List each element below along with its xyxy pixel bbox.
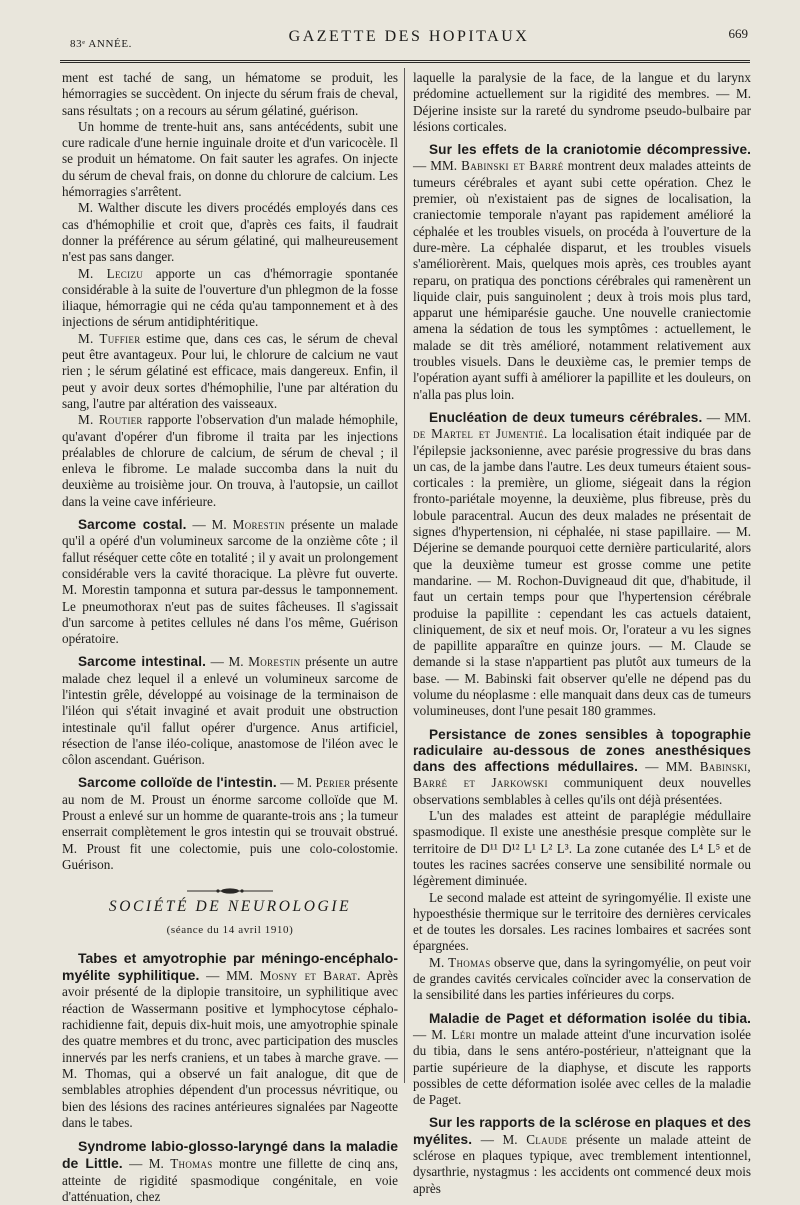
paragraph-text: Un homme de trente-huit ans, sans antécédents, subit une cure radicale d'une hernie inguinale droite et d'un varicocèle. Il se produit un hématome. On fait sauter les agrafes. On injecte du sérum de cheval frais, on donne du chlorure de calcium. Les hémorragies s'arrêtent. xyxy=(62,118,398,200)
article-heading: Persistance de zones sensibles à topographie radiculaire au-dessous de zones anesthésiques dans des affections médullaires. xyxy=(413,726,751,775)
issue-label: 83ᵉ ANNÉE. xyxy=(70,38,132,50)
paragraph-text: présente au nom de M. Proust un énorme sarcome colloïde que M. Proust a enlevé sur un homme de quarante-trois ans ; la tumeur enserrait complètement le gros intestin qui se trouvait obstrué. M. Proust fit une colectomie, puis une colo-colostomie. Guérison. xyxy=(62,775,398,872)
heading-separator: — MM. xyxy=(638,759,700,775)
paragraph-text: . La localisation était indiquée par de l'épilepsie jacksonienne, avec parésie progressive du bras dans un cas, de la jambe dans l'autre. Les deux tumeurs étaient sous-corticales : la première, un gliome, siégeait dans la région fronto-pariétale moyenne, la deuxième, plus fibreuse, près du lobule paracentral. Aucun des deux malades ne présentait de signes d'hypertension, ni céphalée, ni stase papillaire. — M. Déjerine se demande pourquoi cette dernière particularité, alors que la deuxième tumeur est grosse comme une petite mandarine. — M. Rochon-Duvigneaud dit que, d'habitude, il faut un certain temps pour que l'hypertension cérébrale produise la papillite : cependant les cas actuels dataient, cliniquement, de six et neuf mois. Or, l'orateur a vu les signes de papillite apparaître en quinze jours. — M. Claude se demande si la stase n'appartient pas plutôt aux tumeurs de la base. — M. Babinski fait observer qu'elle ne dépend pas du volume du néoplasme : elle manquait dans deux cas de tumeurs volumineuses, dont l'une pesait 180 grammes. xyxy=(413,426,751,719)
paragraph-gap xyxy=(413,1108,751,1115)
left-column xyxy=(62,70,398,1205)
paragraph-text: montrent deux malades atteints de tumeurs cérébrales et ayant subi cette opération. Chez le premier, où n'existaient pas de signes de localisation, la craniectomie temporale n'ayant pas rapidement amélioré la céphalée et les troubles visuels, on procéda à l'ouverture de la dure-mère. La céphalée disparut, et les troubles visuels s'améliorèrent. Mais, quelques mois après, ces troubles ayant reparu, on pratiqua des ponctions cérébrales qui ramenèrent un liquide clair, puis sanguinolent ; deux à trois mois plus tard, apparut une hémiparésie gauche. Une nouvelle craniectomie amena la sédation de tous les symptômes : actuellement, le malade se dit très amélioré, notamment relativement aux troubles visuels. Dans le deuxième cas, le premier temps de l'opération ayant suffi à améliorer la papillite et les douleurs, on n'alla pas plus loin. xyxy=(413,158,751,402)
article-heading: Enucléation de deux tumeurs cérébrales. xyxy=(429,409,703,425)
paragraph-text: laquelle la paralysie de la face, de la langue et du larynx prédomine actuellement sur la rigidité des membres. — M. Déjerine insiste sur la rareté du syndrome pseudo-bulbaire par lésions corticales. xyxy=(413,70,751,134)
author-name: Morestin xyxy=(248,654,301,670)
paragraph-gap xyxy=(62,510,398,517)
right-column xyxy=(413,70,751,1197)
paragraph xyxy=(413,1115,751,1196)
article-heading: Maladie de Paget et déformation isolée du tibia. xyxy=(429,1010,751,1026)
paragraph-gap xyxy=(413,403,751,410)
author-name: Babinski, Barré et Jarkowski xyxy=(413,759,751,791)
paragraph xyxy=(413,410,751,720)
author-name: Mosny et Barat xyxy=(259,968,358,984)
paragraph xyxy=(62,70,398,119)
heading-separator: — MM. xyxy=(413,158,462,174)
author-name: de Martel et Jumentié xyxy=(413,426,544,442)
heading-separator: — M. xyxy=(122,1156,171,1172)
heading-separator: — M. xyxy=(186,517,233,533)
paragraph xyxy=(62,412,398,510)
author-name: Léri xyxy=(451,1026,476,1042)
paragraph-text: estime que, dans ces cas, le sérum de cheval peut être avantageux. Pour lui, le chlorure de calcium ne vaut rien ; le sérum gélatiné est efficace, mais dangereux. Enfin, il peut y avoir deux sortes d'hémophilie, l'une par altération du sang, l'autre par altération des vaisseaux. xyxy=(62,330,398,411)
paragraph-text: L'un des malades est atteint de paraplégie médullaire spasmodique. Il existe une anesthésie presque complète sur le territoire de D¹¹ D¹² L¹ L² L³. La zone cutanée des L⁴ L⁵ et de toutes les racines sacrées conserve une sensibilité normale ou légèrement diminuée. xyxy=(413,808,751,889)
section-ornament xyxy=(62,883,398,893)
paragraph xyxy=(413,1011,751,1109)
paragraph xyxy=(413,955,751,1004)
article-heading: Sur les effets de la craniotomie décompressive. xyxy=(429,142,751,158)
page-number: 669 xyxy=(728,26,748,41)
paragraph-gap xyxy=(62,768,398,775)
paragraph-gap xyxy=(413,1004,751,1011)
heading-separator: — M. xyxy=(276,775,316,791)
article-heading: Sarcome costal. xyxy=(78,517,187,533)
article-heading: Sur les rapports de la sclérose en plaques et des myélites. xyxy=(413,1115,751,1147)
paragraph-gap xyxy=(413,135,751,142)
paragraph xyxy=(413,808,751,889)
page-header xyxy=(70,24,748,50)
author-name: Thomas xyxy=(170,1156,213,1172)
article-heading: Sarcome intestinal. xyxy=(78,654,206,670)
paragraph xyxy=(62,200,398,265)
heading-separator: — M. xyxy=(413,1026,452,1042)
paragraph xyxy=(413,70,751,135)
paragraph-gap xyxy=(62,1131,398,1138)
article-heading: Tabes et amyotrophie par méningo-encéphalo-myélite syphilitique. xyxy=(62,949,398,984)
paragraph-text: présente un malade qu'il a opéré d'un volumineux sarcome de la onzième côte ; il fallut réséquer cette côte en totalité ; il y avait un prolongement considérable vers la cavité thoracique. La plèvre fut ouverte. M. Morestin tamponna et sutura par-dessus le tamponnement. Le pneumothorax n'eut pas de suites fâcheuses. Il s'agissait d'un sarcome à petites cellules né dans l'os même, Guérison opératoire. xyxy=(62,517,398,647)
paragraph-text: ment est taché de sang, un hématome se produit, les hémorragies se succèdent. On injecte du sérum frais de cheval, sans résultats ; on a recours au sérum gélatiné, guérison. xyxy=(62,70,398,118)
author-name: Babinski et Barré xyxy=(461,158,564,174)
author-name: M. Thomas xyxy=(429,954,491,970)
paragraph-text: Le second malade est atteint de syringomyélie. Il existe une hypoesthésie thermique sur le territoire des dernières cervicales et de toutes les dorsales. Les racines lombaires et sacrées sont épargnées. xyxy=(413,889,751,954)
paragraph xyxy=(62,950,398,1131)
paragraph-text: observe que, dans la syringomyélie, on peut voir de grandes cavités cervicales coïncider avec la conservation de la sensibilité dans les parties inférieures du corps. xyxy=(413,954,752,1003)
paragraph-text: montre une fillette de cinq ans, atteinte de rigidité spasmodique congénitale, en voie d'atténuation, chez xyxy=(62,1156,398,1204)
paragraph xyxy=(413,890,751,955)
paragraph xyxy=(62,266,398,331)
heading-separator: — M. xyxy=(472,1131,527,1147)
author-name: M. Tuffier xyxy=(78,330,141,346)
author-name: M. Lecizu xyxy=(78,265,144,281)
paragraph xyxy=(413,727,751,808)
paragraph xyxy=(62,119,398,200)
paragraph xyxy=(62,517,398,647)
paragraph-text: rapporte l'observation d'un malade hémophile, qu'avant d'opérer d'un fibrome il traita par les injections préalables de chlorure de calcium, de sérum de cheval ; il enleva le fibrome. Le malade succomba dans la nuit du deuxième au troisième jour. On trouva, à l'autopsie, un caillot dans la veine cave inférieure. xyxy=(62,412,398,509)
session-date: (séance du 14 avril 1910) xyxy=(166,923,294,936)
paragraph xyxy=(62,331,398,412)
heading-separator: — M. xyxy=(205,654,249,670)
journal-title: GAZETTE DES HOPITAUX xyxy=(288,28,530,45)
heading-separator: — MM. xyxy=(199,968,260,984)
paragraph-text: montre un malade atteint d'une incurvation isolée du tibia, dans le sens antéro-postérieur, n'atteignant que la partie supérieure de la diaphyse, et discute les rapports possibles de cette déformation isolée avec celles de la maladie de Paget. xyxy=(413,1026,752,1108)
paragraph-gap xyxy=(62,647,398,654)
paragraph xyxy=(62,1138,398,1205)
header-rule xyxy=(60,60,750,63)
paragraph-gap xyxy=(413,720,751,727)
column-divider xyxy=(404,68,405,1083)
author-name: M. Routier xyxy=(78,412,143,428)
society-heading: SOCIÉTÉ DE NEUROLOGIE xyxy=(108,898,352,916)
paragraph-text: présente un autre malade chez lequel il a enlevé un volumineux sarcome de l'intestin grêle, développé au voisinage de la terminaison de l'iléon qui s'était invaginé et avait produit une obstruction intestinale qu'il fallut opérer d'urgence. Anus artificiel, résection de l'anse iléo-colique, anastomose de l'iléon avec le côlon ascendant. Guérison. xyxy=(62,654,398,768)
paragraph xyxy=(62,775,398,873)
author-name: Perier xyxy=(315,775,351,791)
paragraph xyxy=(413,142,751,403)
heading-separator: — MM. xyxy=(702,409,752,425)
article-heading: Sarcome colloïde de l'intestin. xyxy=(78,775,277,791)
paragraph-text: apporte un cas d'hémorragie spontanée considérable à la suite de l'ouverture d'un phlegmon de la fosse iliaque, hémorragie qui ne céda qu'au tamponnement et à des injections de sérum antidiphtéritique. xyxy=(62,265,398,330)
paragraph-text: . Après avoir présenté de la diplopie transitoire, un syphilitique avec réaction de Wassermann positive et lymphocytose céphalo-rachidienne fait, depuis dix-huit mois, une amyotrophie spinale des quatre membres et du tronc, avec participation des muscles innervés par les nerfs craniens, et un tabes à marche grave. — M. Thomas, qui a observé un fait analogue, dit que de semblables atrophies dépendent d'un processus névritique, ou bien des lésions des racines antérieures signalées par Nageotte dans le tabes. xyxy=(62,968,398,1130)
paragraph-text: communiquent deux nouvelles observations semblables à celles qu'ils ont déjà présentées. xyxy=(413,775,751,807)
paragraph-text: présente un malade atteint de sclérose en plaques typique, avec tremblement intentionnel, dysarthrie, nystagmus : les accidents ont commencé deux mois après xyxy=(413,1131,751,1196)
article-heading: Syndrome labio-glosso-laryngé dans la maladie de Little. xyxy=(62,1138,398,1172)
paragraph xyxy=(62,654,398,768)
author-name: Claude xyxy=(526,1131,568,1147)
author-name: Morestin xyxy=(232,517,285,533)
paragraph-text: M. Walther discute les divers procédés employés dans ces cas d'hémophilie et croit que, d'après ces faits, il faudrait donner la préférence au sérum gélatiné, qui malheureusement n'est pas sans danger. xyxy=(62,200,398,265)
